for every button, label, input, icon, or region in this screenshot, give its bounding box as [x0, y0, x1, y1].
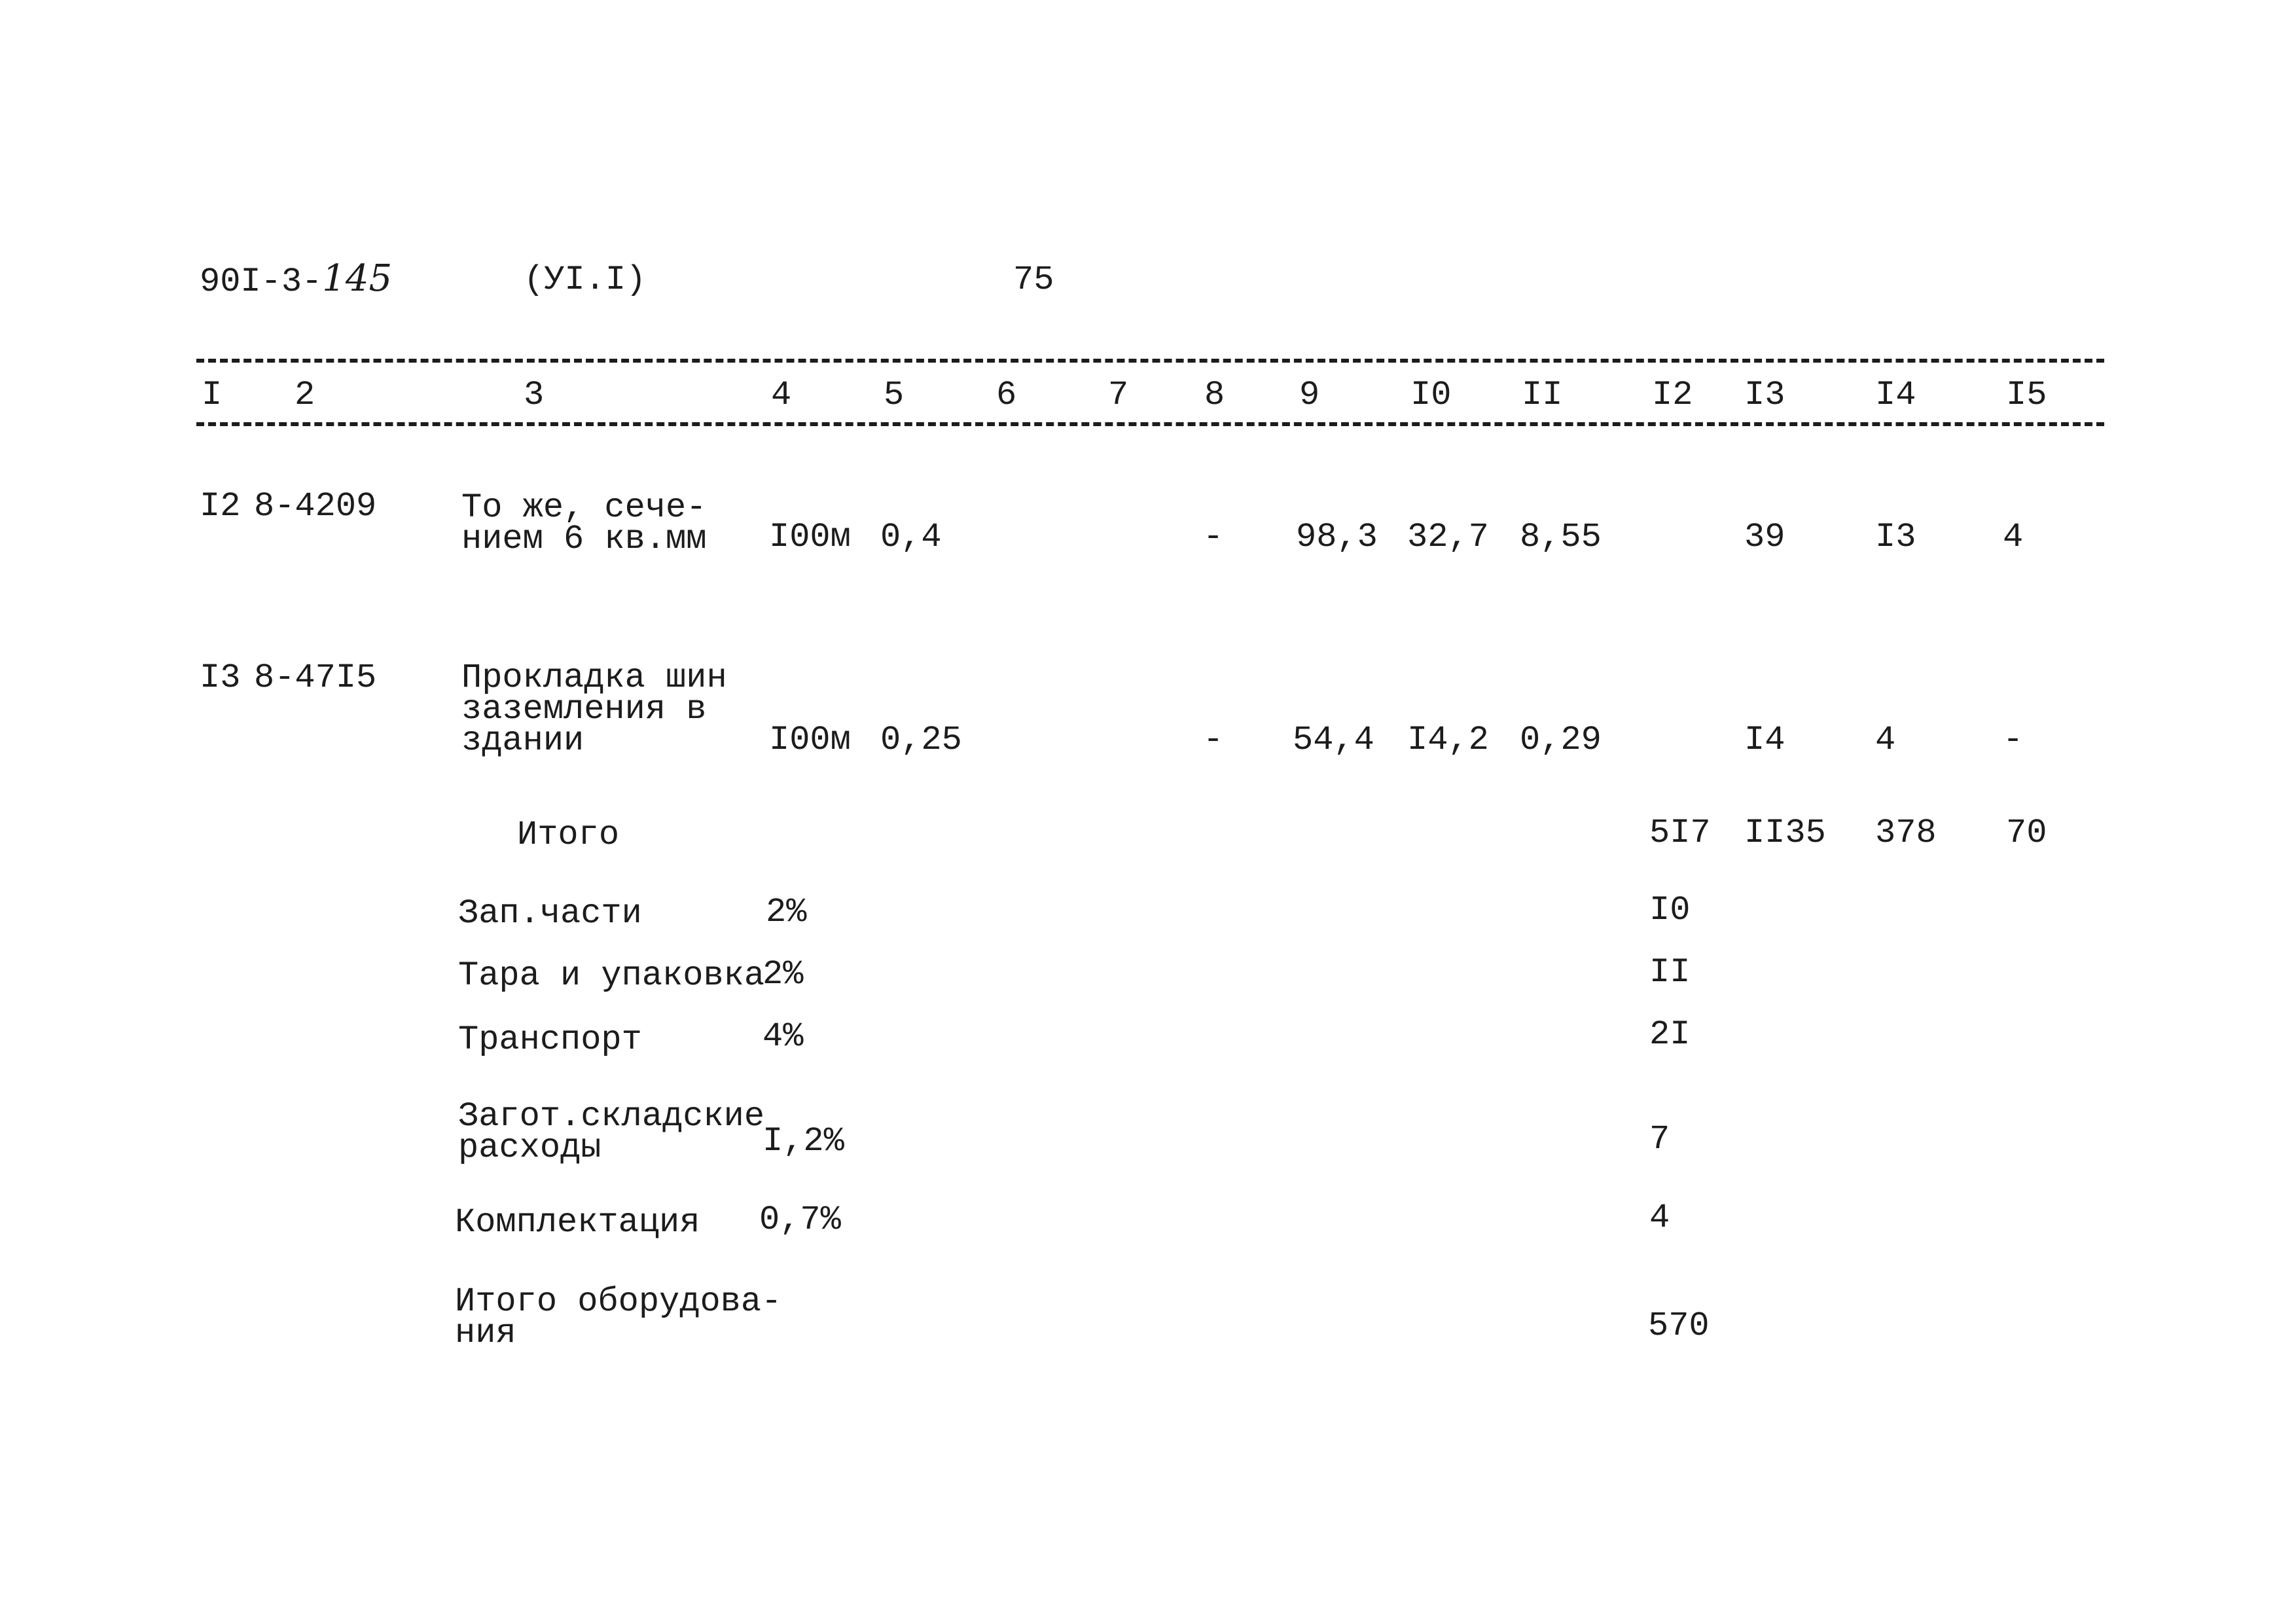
surcharge-percent: 2%	[766, 893, 807, 931]
column-header: 7	[1108, 376, 1129, 414]
surcharge-percent: 2%	[762, 955, 804, 994]
surcharge-label: Тара и упаковка	[458, 956, 765, 995]
column-10-value: I4,2	[1407, 721, 1489, 759]
surcharge-value: 2I	[1649, 1015, 1691, 1054]
equipment-total-value: 570	[1648, 1307, 1710, 1345]
section-number: (УI.I)	[524, 261, 647, 299]
column-header: I5	[2006, 376, 2047, 414]
surcharge-label: Зап.части	[458, 894, 642, 933]
quantity: 0,4	[880, 518, 942, 556]
column-8-value: -	[1203, 518, 1224, 556]
column-header: 3	[524, 376, 545, 414]
column-header: 6	[996, 376, 1017, 414]
column-9-value: 98,3	[1296, 518, 1378, 556]
column-header: 2	[295, 376, 315, 414]
header-rule-bottom	[196, 422, 2104, 426]
surcharge-value: I0	[1649, 891, 1691, 929]
surcharge-percent: 0,7%	[759, 1200, 841, 1239]
document-code-prefix: 90I-3-	[200, 262, 323, 301]
column-header: I2	[1652, 376, 1693, 414]
column-11-value: 0,29	[1520, 721, 1602, 759]
surcharge-label: Загот.складские расходы	[458, 1097, 765, 1167]
column-header: 8	[1204, 376, 1225, 414]
total-column-15: 70	[2006, 814, 2047, 852]
total-column-13: II35	[1744, 814, 1826, 852]
surcharge-label: Транспорт	[458, 1020, 642, 1059]
column-header: I	[202, 376, 223, 414]
surcharge-percent: I,2%	[762, 1122, 844, 1161]
column-header: 5	[884, 376, 905, 414]
column-14-value: I3	[1875, 518, 1916, 556]
surcharge-value: II	[1649, 953, 1691, 992]
unit: I00м	[769, 721, 851, 759]
column-header: I3	[1744, 376, 1785, 414]
surcharge-value: 4	[1649, 1199, 1670, 1237]
column-13-value: 39	[1744, 518, 1785, 556]
row-number: I3	[200, 659, 241, 697]
column-10-value: 32,7	[1407, 518, 1489, 556]
row-number: I2	[200, 487, 241, 526]
column-header: I0	[1410, 376, 1452, 414]
work-description: Прокладка шин заземления в здании	[461, 659, 727, 760]
surcharge-percent: 4%	[762, 1017, 804, 1056]
rate-code: 8-4209	[254, 487, 377, 526]
column-9-value: 54,4	[1293, 721, 1374, 759]
document-code	[200, 257, 393, 301]
total-column-14: 378	[1875, 814, 1937, 852]
column-header: 9	[1299, 376, 1320, 414]
column-15-value: -	[2003, 721, 2024, 759]
total-column-12: 5I7	[1649, 814, 1711, 852]
unit: I00м	[769, 518, 851, 556]
rate-code: 8-47I5	[254, 659, 377, 697]
surcharge-value: 7	[1649, 1120, 1670, 1159]
column-11-value: 8,55	[1520, 518, 1602, 556]
equipment-total-label: Итого оборудова- ния	[455, 1282, 782, 1352]
quantity: 0,25	[880, 721, 962, 759]
column-13-value: I4	[1744, 721, 1785, 759]
column-header: I4	[1875, 376, 1916, 414]
document-code-handwritten: 145	[322, 257, 393, 300]
total-label: Итого	[517, 816, 620, 854]
header-rule-top	[196, 359, 2104, 363]
column-15-value: 4	[2003, 518, 2024, 556]
column-header: 4	[771, 376, 792, 414]
page-number: 75	[1013, 261, 1054, 299]
column-14-value: 4	[1875, 721, 1896, 759]
work-description: То же, сече- нием 6 кв.мм	[461, 488, 707, 558]
surcharge-label: Комплектация	[455, 1203, 700, 1242]
column-header: II	[1522, 376, 1563, 414]
column-8-value: -	[1203, 721, 1224, 759]
